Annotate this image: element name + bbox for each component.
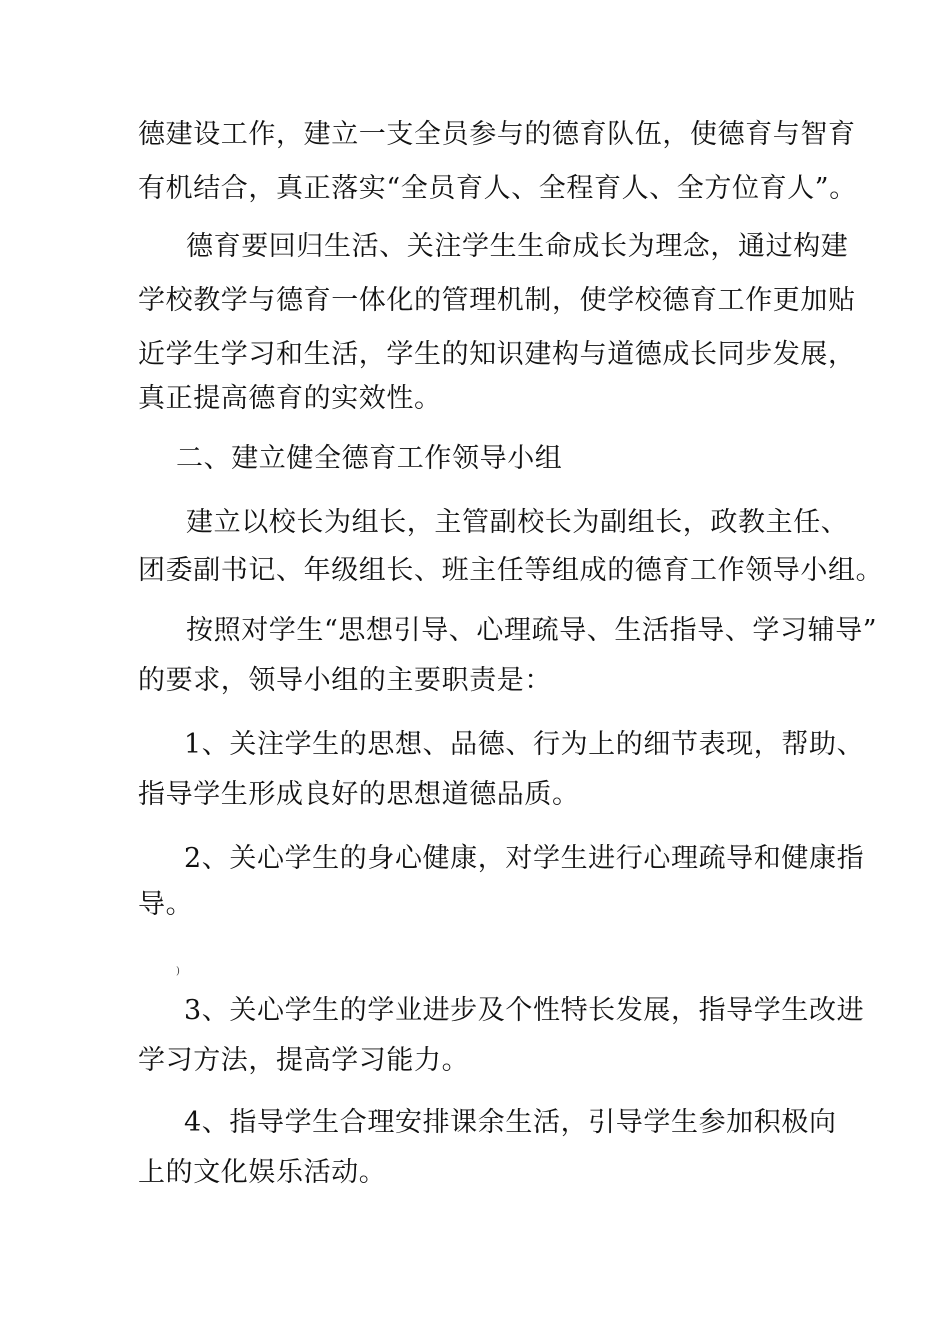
section-heading: 二、建立健全德育工作领导小组: [176, 443, 563, 474]
duty-2-line-1: 2、关心学生的身心健康，对学生进行心理疏导和健康指: [184, 843, 865, 874]
duty-1-line-1: 1、关注学生的思想、品德、行为上的细节表现，帮助、: [184, 729, 865, 760]
stray-mark: ): [176, 966, 180, 977]
paragraph-1-line-4: 真正提高德育的实效性。: [138, 383, 442, 414]
duty-4-line-1: 4、指导学生合理安排课余生活，引导学生参加积极向: [184, 1107, 837, 1138]
paragraph-1-line-1: 德育要回归生活、关注学生生命成长为理念，通过构建: [186, 231, 849, 262]
paragraph-3-line-2: 的要求，领导小组的主要职责是：: [138, 665, 552, 696]
text-line-2: 有机结合，真正落实“全员育人、全程育人、全方位育人”。: [138, 173, 857, 204]
paragraph-1-line-2: 学校教学与德育一体化的管理机制，使学校德育工作更加贴: [138, 285, 856, 316]
paragraph-1-line-3: 近学生学习和生活，学生的知识建构与道德成长同步发展，: [138, 339, 856, 370]
duty-2-line-2: 导。: [138, 889, 194, 920]
duty-4-line-2: 上的文化娱乐活动。: [138, 1157, 387, 1188]
text-line-1: 德建设工作，建立一支全员参与的德育队伍，使德育与智育: [138, 119, 856, 150]
duty-3-line-1: 3、关心学生的学业进步及个性特长发展，指导学生改进: [184, 995, 865, 1026]
paragraph-3-line-1: 按照对学生“思想引导、心理疏导、生活指导、学习辅导”: [186, 615, 878, 646]
duty-3-line-2: 学习方法，提高学习能力。: [138, 1045, 470, 1076]
duty-1-line-2: 指导学生形成良好的思想道德品质。: [138, 779, 580, 810]
paragraph-2-line-2: 团委副书记、年级组长、班主任等组成的德育工作领导小组。: [138, 555, 884, 586]
paragraph-2-line-1: 建立以校长为组长，主管副校长为副组长，政教主任、: [186, 507, 849, 538]
